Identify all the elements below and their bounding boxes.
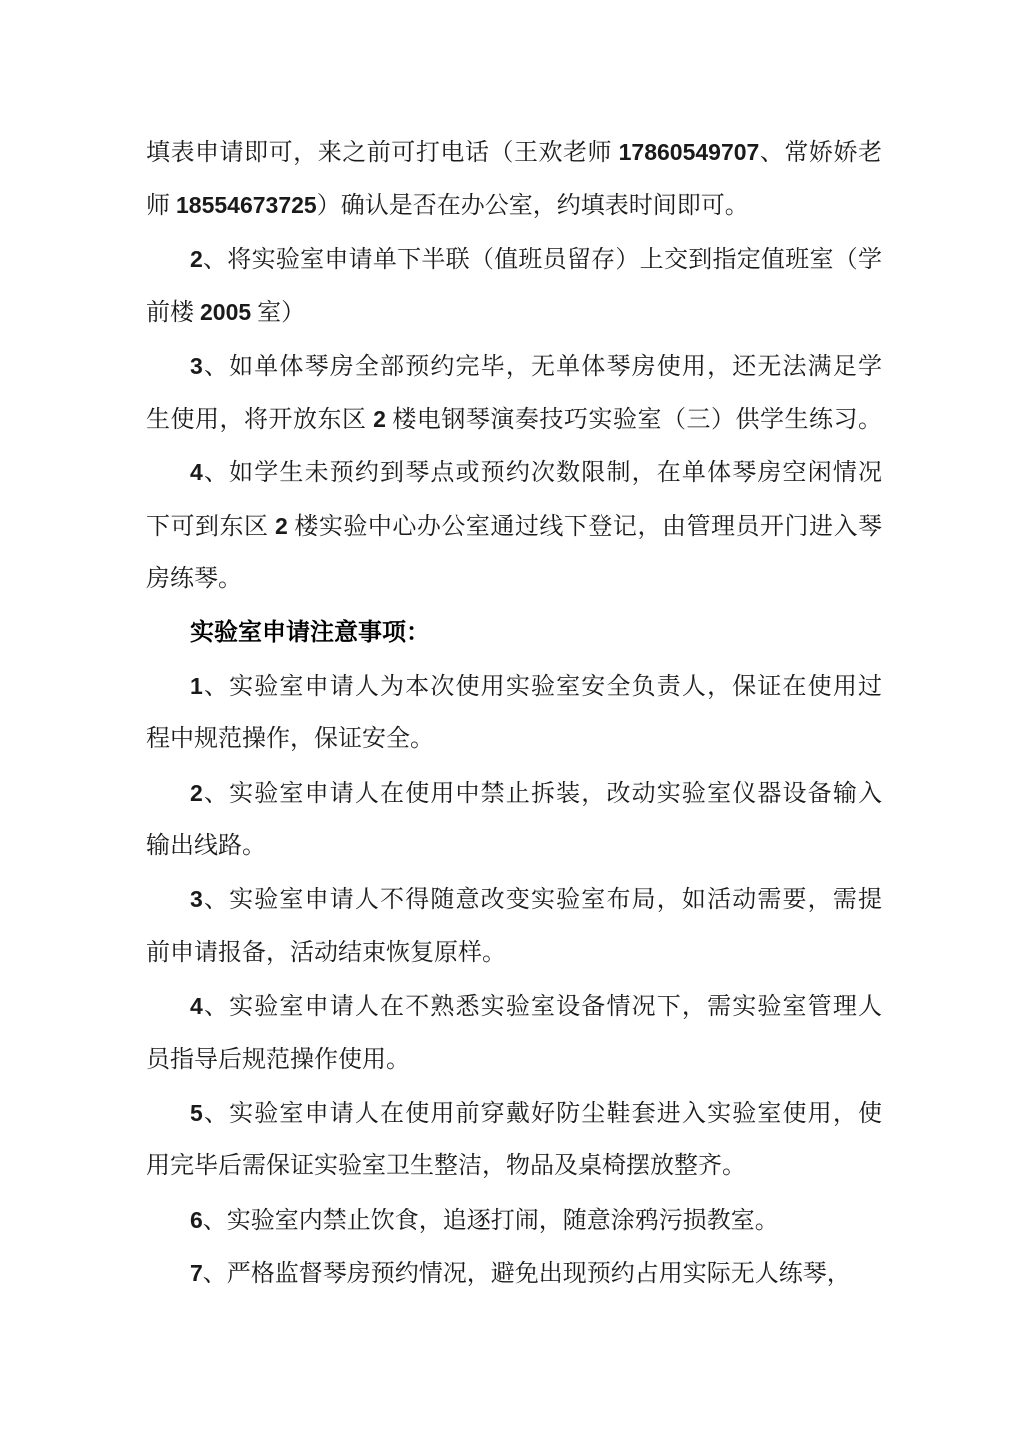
paragraph [146, 340, 882, 447]
text-line: 6、实验室内禁止饮食，追逐打闹，随意涂鸦污损教室。 [190, 1206, 779, 1234]
text-line: 下可到东区 2 楼实验中心办公室通过线下登记，由管理员开门进入琴 [146, 512, 883, 540]
text-line: 3、如单体琴房全部预约完毕，无单体琴房使用，还无法满足学 [190, 352, 882, 380]
text-line: 填表申请即可，来之前可打电话（王欢老师 17860549707、常娇娇老 [146, 139, 882, 166]
section-heading [146, 607, 882, 660]
text-line: 房练琴。 [146, 566, 242, 593]
text-line: 前楼 2005 室） [146, 299, 306, 327]
paragraph [146, 660, 882, 767]
paragraph [146, 233, 882, 340]
text-line: 程中规范操作，保证安全。 [146, 726, 434, 753]
text-line: 前申请报备，活动结束恢复原样。 [146, 939, 506, 966]
text-line: 1、实验室申请人为本次使用实验室安全负责人，保证在使用过 [190, 672, 882, 700]
text-line: 输出线路。 [146, 833, 266, 860]
paragraph [146, 767, 882, 874]
paragraph [146, 1247, 882, 1300]
paragraph [146, 1087, 882, 1194]
paragraph [146, 980, 882, 1087]
text-line: 4、实验室申请人在不熟悉实验室设备情况下，需实验室管理人 [190, 993, 882, 1021]
paragraph [146, 126, 882, 233]
heading-line: 实验室申请注意事项： [190, 619, 430, 646]
text-line: 生使用，将开放东区 2 楼电钢琴演奏技巧实验室（三）供学生练习。 [146, 405, 883, 433]
text-line: 用完毕后需保证实验室卫生整洁，物品及桌椅摆放整齐。 [146, 1153, 746, 1180]
paragraph [146, 1194, 882, 1247]
document-text-block [146, 126, 882, 1301]
text-line: 5、实验室申请人在使用前穿戴好防尘鞋套进入实验室使用，使 [190, 1100, 882, 1128]
text-line: 3、实验室申请人不得随意改变实验室布局，如活动需要，需提 [190, 886, 882, 914]
text-line: 4、如学生未预约到琴点或预约次数限制，在单体琴房空闲情况 [190, 459, 882, 487]
text-line: 员指导后规范操作使用。 [146, 1046, 410, 1073]
text-line: 2、将实验室申请单下半联（值班员留存）上交到指定值班室（学 [190, 245, 882, 273]
text-line: 7、严格监督琴房预约情况，避免出现预约占用实际无人练琴， [190, 1260, 851, 1288]
text-line: 师 18554673725）确认是否在办公室，约填表时间即可。 [146, 192, 749, 220]
text-line: 2、实验室申请人在使用中禁止拆装，改动实验室仪器设备输入 [190, 779, 882, 807]
paragraph [146, 446, 882, 606]
paragraph [146, 873, 882, 980]
